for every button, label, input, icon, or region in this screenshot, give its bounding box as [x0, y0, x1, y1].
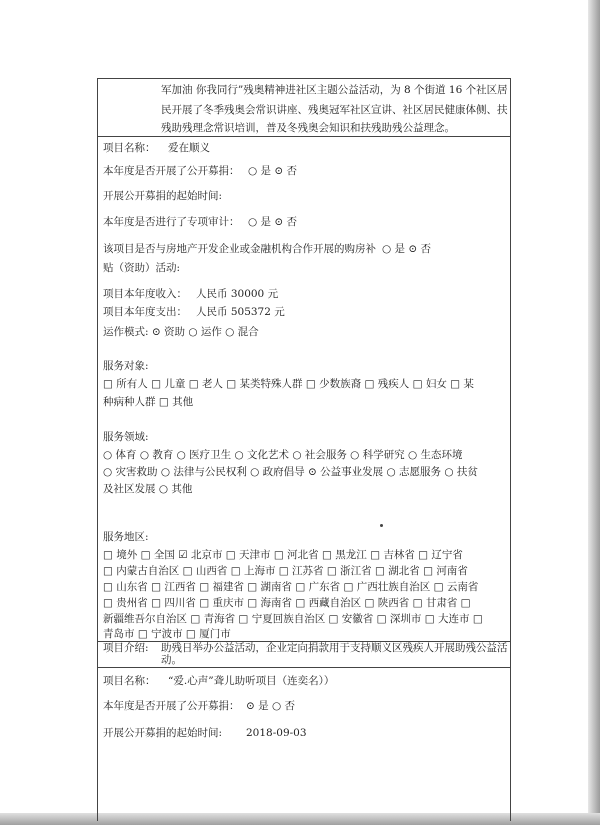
top-paragraph-line: 军加油 你我同行”残奥精神进社区主题公益活动，为 8 个街道 16 个社区居	[161, 84, 508, 96]
top-paragraph-line: 残助残理念常识培训，普及冬残奥会知识和扶残助残公益理念。	[161, 122, 455, 134]
public-fundraising-label: 本年度是否开展了公开募捐：	[103, 700, 240, 712]
public-fundraising-label: 本年度是否开展了公开募捐：	[103, 165, 240, 177]
top-paragraph-line: 民开展了冬季残奥会常识讲座、残奥冠军社区宣讲、社区居民健康体侧、扶	[161, 104, 508, 116]
service-field-options[interactable]: ○ 灾害救助 ○ 法律与公民权利 ○ 政府倡导 ⊙ 公益事业发展 ○ 志愿服务 ○ 扶贫	[103, 466, 478, 478]
operation-mode[interactable]: 运作模式: ⊙ 资助 ○ 运作 ○ 混合	[103, 326, 259, 338]
expense-value: 人民币 505372 元	[196, 306, 285, 318]
service-area-options[interactable]: □ 境外 □ 全国 ☑ 北京市 □ 天津市 □ 河北省 □ 黑龙江 □ 吉林省 □ 辽宁省	[103, 549, 463, 561]
service-field-options[interactable]: 及社区发展 ○ 其他	[103, 483, 193, 495]
service-area-options[interactable]: □ 山东省 □ 江西省 □ 福建省 □ 湖南省 □ 广东省 □ 广西壮族自治区 □ 云南省	[103, 581, 479, 593]
service-field-options[interactable]: ○ 体育 ○ 教育 ○ 医疗卫生 ○ 文化艺术 ○ 社会服务 ○ 科学研究 ○ 生态环境	[103, 449, 463, 461]
service-area-options[interactable]: 青岛市 □ 宁波市 □ 厦门市	[103, 628, 231, 640]
service-field-label: 服务领域:	[103, 431, 149, 443]
project-intro-label: 项目介绍:	[103, 642, 149, 654]
project-intro-text: 动。	[161, 654, 182, 666]
income-value: 人民币 30000 元	[196, 288, 279, 300]
service-area-label: 服务地区:	[103, 531, 149, 543]
row-divider	[97, 667, 510, 668]
service-area-options[interactable]: 新疆维吾尔自治区 □ 青海省 □ 宁夏回族自治区 □ 安徽省 □ 深圳市 □ 大连市 □	[103, 613, 483, 625]
service-area-options[interactable]: □ 内蒙古自治区 □ 山西省 □ 上海市 □ 江苏省 □ 浙江省 □ 湖北省 □ 河南省	[103, 565, 468, 577]
service-area-options[interactable]: □ 贵州省 □ 四川省 □ 重庆市 □ 海南省 □ 西藏自治区 □ 陕西省 □ 甘肃省 □	[103, 597, 471, 609]
fundraising-start-label: 开展公开募捐的起始时间:	[103, 727, 223, 739]
housing-subsidy-label-cont: 贴（资助）活动:	[103, 262, 181, 274]
stray-dot	[380, 524, 383, 527]
public-fundraising-options[interactable]: ⊙ 是 ○ 否	[246, 700, 295, 712]
service-target-label: 服务对象:	[103, 360, 149, 372]
project-name-value: “爱.心声”聋儿助听项目（连奕名））	[168, 675, 335, 687]
housing-subsidy-options[interactable]: ○ 是 ⊙ 否	[382, 243, 431, 255]
expense-label: 项目本年度支出：	[103, 306, 187, 318]
row-divider	[97, 136, 510, 137]
project-intro-text: 助残日举办公益活动，企业定向捐款用于支持顺义区残疾人开展助残公益活	[161, 642, 508, 654]
service-target-options[interactable]: 种病种人群 □ 其他	[103, 396, 194, 408]
income-label: 项目本年度收入：	[103, 288, 187, 300]
housing-subsidy-label: 该项目是否与房地产开发企业或金融机构合作开展的购房补	[103, 243, 376, 255]
project-name-label: 项目名称：	[103, 675, 156, 687]
fundraising-start-label: 开展公开募捐的起始时间:	[103, 190, 223, 202]
project-name-label: 项目名称：	[103, 142, 156, 154]
audit-options[interactable]: ○ 是 ⊙ 否	[248, 216, 297, 228]
service-target-options[interactable]: □ 所有人 □ 儿童 □ 老人 □ 某类特殊人群 □ 少数族裔 □ 残疾人 □ 妇女 □ 某	[103, 378, 474, 390]
fundraising-start-value: 2018-09-03	[246, 727, 307, 739]
audit-label: 本年度是否进行了专项审计：	[103, 216, 240, 228]
project-name-value: 爱在顺义	[168, 142, 210, 154]
public-fundraising-options[interactable]: ○ 是 ⊙ 否	[248, 165, 297, 177]
page-edge-shadow	[588, 0, 600, 825]
